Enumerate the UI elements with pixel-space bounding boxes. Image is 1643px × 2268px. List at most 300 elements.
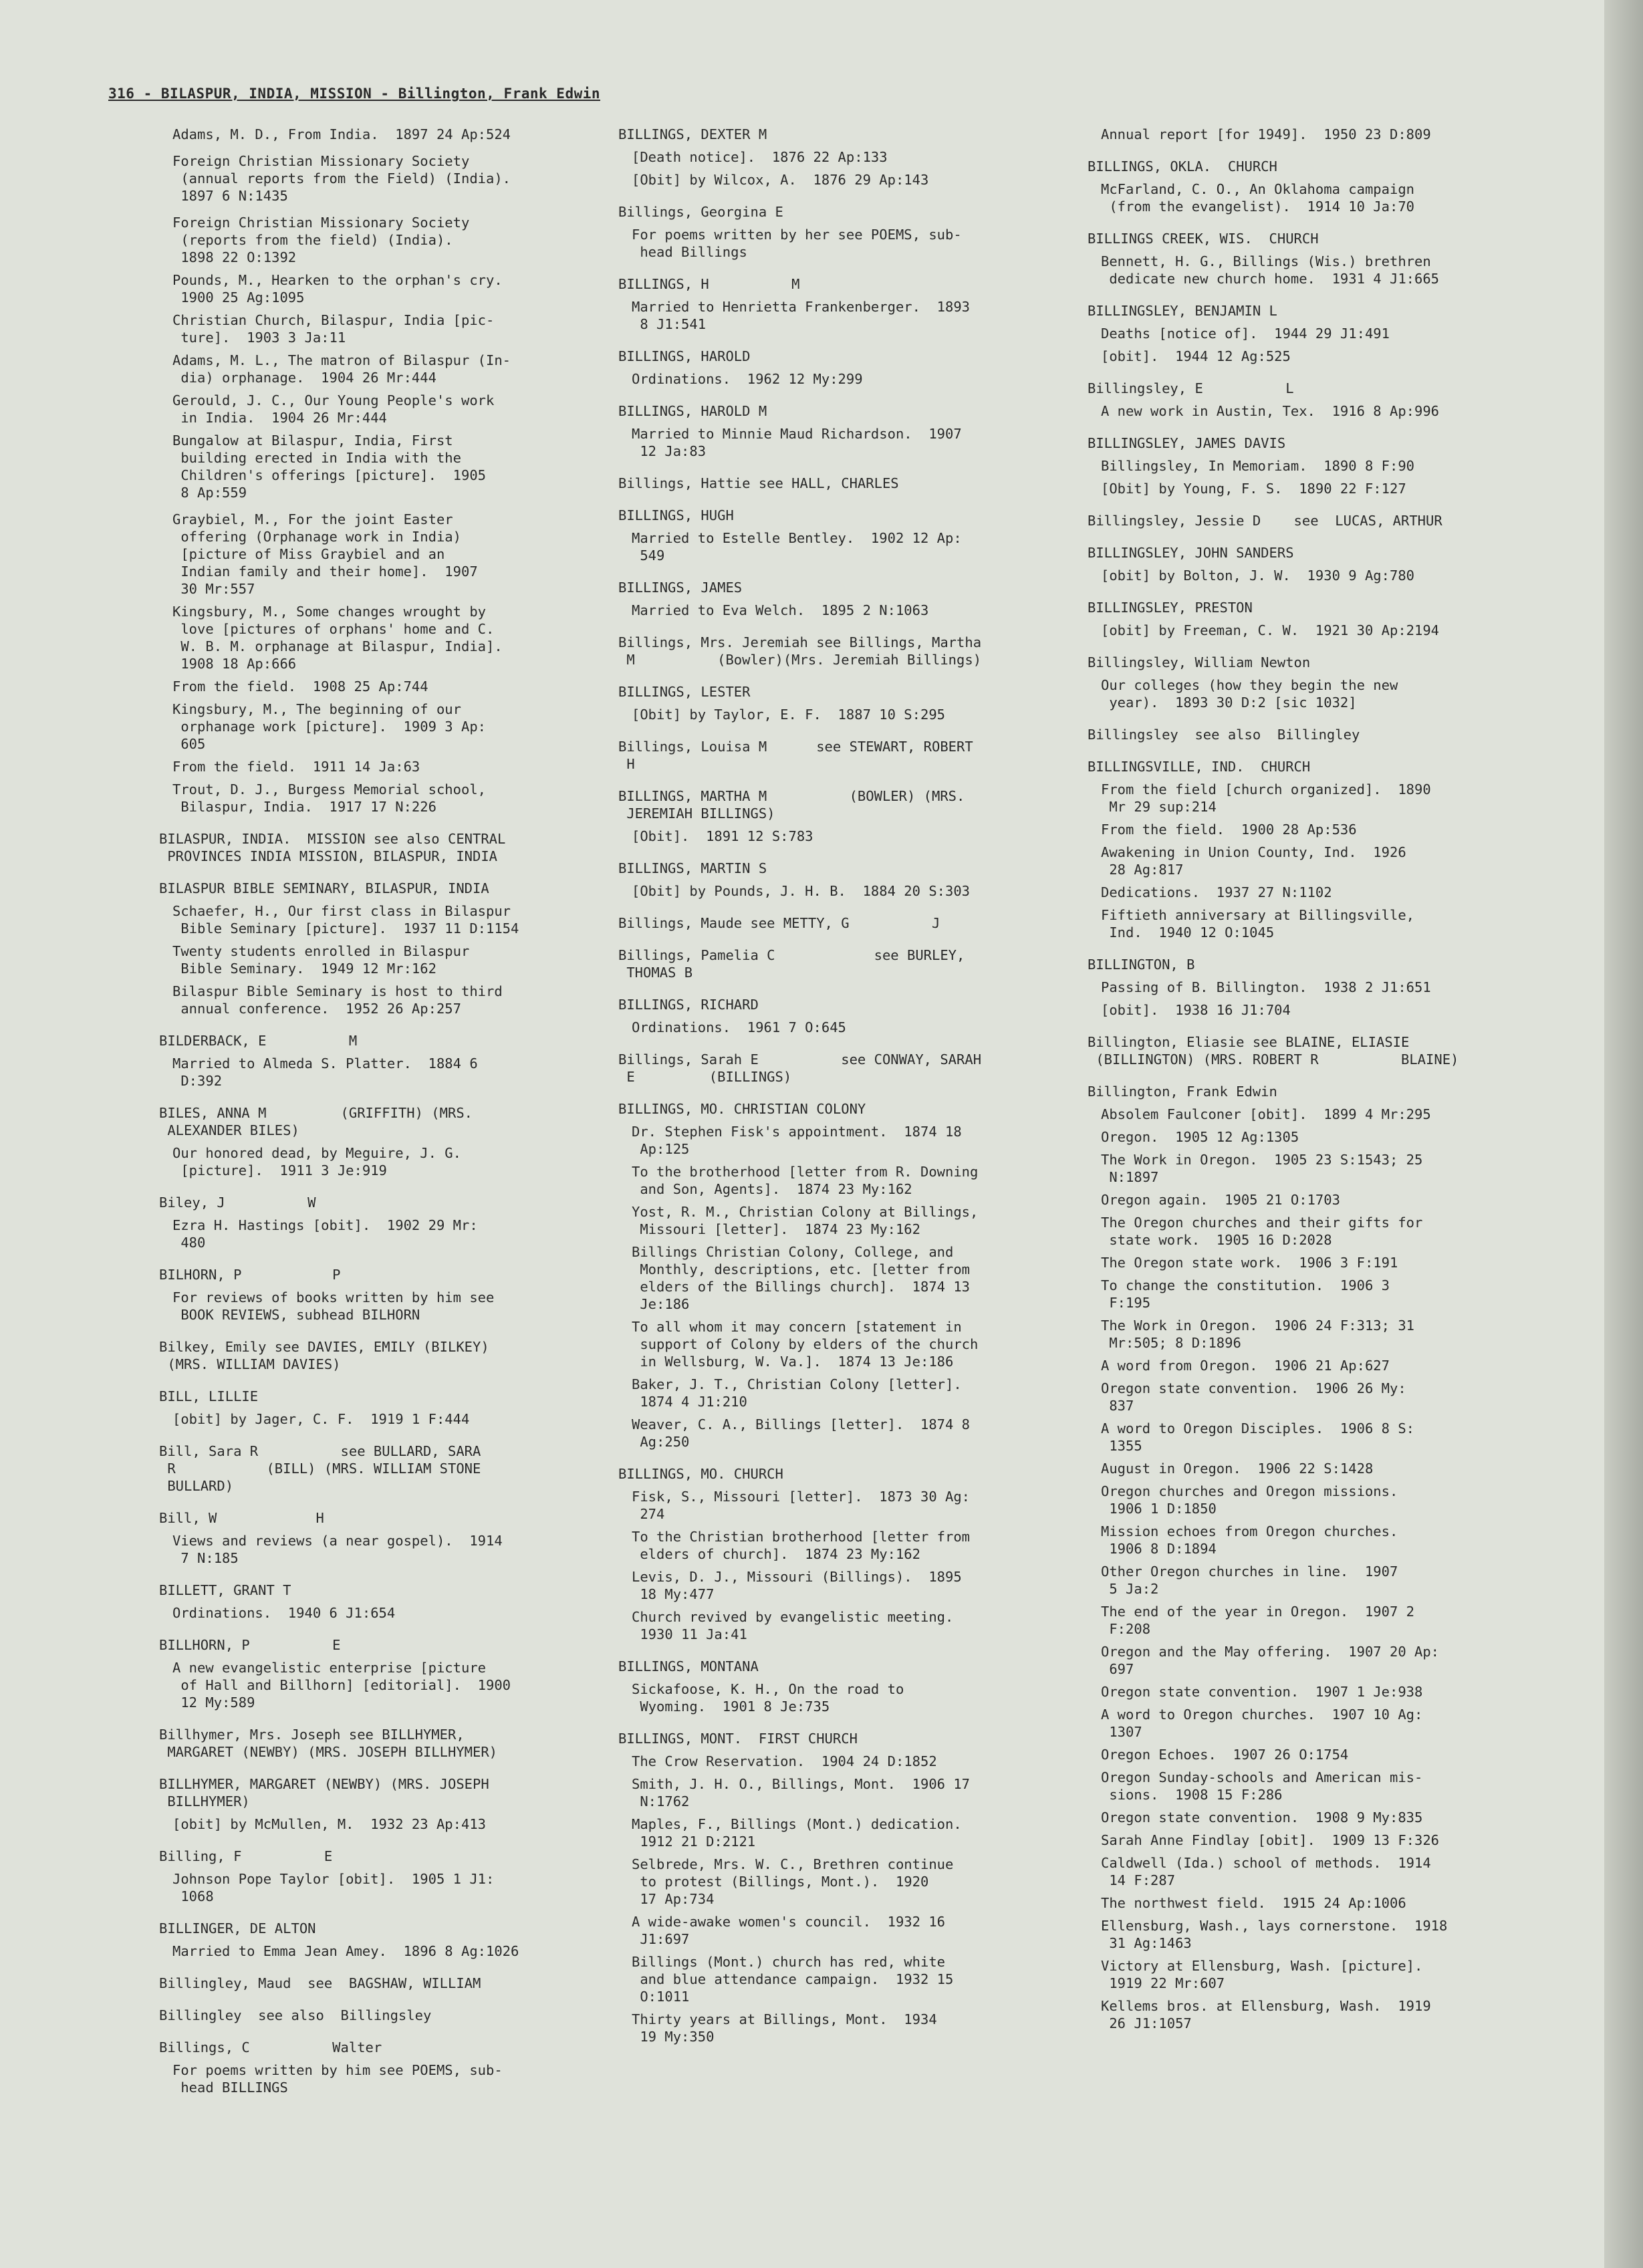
- entry-line: Billington, Frank Edwin: [1088, 1084, 1277, 1100]
- entry-line: From the field [church organized]. 1890: [1101, 781, 1431, 797]
- entry-line: annual conference. 1952 26 Ap:257: [172, 1001, 461, 1017]
- index-heading: [618, 914, 1053, 932]
- entry-line: and blue attendance campaign. 1932 15: [632, 1971, 954, 1987]
- index-heading: [1088, 512, 1555, 529]
- entry-line: 1906 1 D:1850: [1101, 1501, 1217, 1517]
- index-citation: [1088, 1809, 1555, 1826]
- entry-line: August in Oregon. 1906 22 S:1428: [1101, 1461, 1374, 1477]
- entry-line: (reports from the field) (India).: [172, 232, 453, 248]
- index-citation: [1088, 1746, 1555, 1763]
- index-heading: [618, 203, 1053, 221]
- entry-line: [Obit]. 1891 12 S:783: [632, 828, 813, 844]
- entry-line: 1919 22 Mr:607: [1101, 1975, 1225, 1991]
- entry-line: The northwest field. 1915 24 Ap:1006: [1101, 1895, 1406, 1911]
- entry-line: D:392: [172, 1073, 223, 1089]
- index-citation: [159, 701, 587, 753]
- index-citation: [618, 706, 1053, 723]
- entry-line: Je:186: [632, 1296, 690, 1312]
- index-heading: [618, 126, 1053, 143]
- index-citation: [159, 392, 587, 426]
- entry-line: BILES, ANNA M (GRIFFITH) (MRS.: [159, 1105, 473, 1121]
- index-citation: [159, 983, 587, 1017]
- entry-line: BILLINGSLEY, PRESTON: [1088, 600, 1253, 616]
- entry-line: THOMAS B: [618, 965, 693, 981]
- index-heading: [1088, 654, 1555, 671]
- index-heading: [1088, 230, 1555, 247]
- entry-line: (from the evangelist). 1914 10 Ja:70: [1101, 199, 1414, 215]
- index-citation: [159, 126, 587, 143]
- index-heading: [618, 275, 1053, 293]
- entry-line: Married to Estelle Bentley. 1902 12 Ap:: [632, 530, 962, 546]
- entry-line: of Hall and Billhorn] [editorial]. 1900: [172, 1677, 511, 1693]
- index-citation: [618, 1913, 1053, 1948]
- index-citation: [1088, 1380, 1555, 1414]
- entry-line: A wide-awake women's council. 1932 16: [632, 1914, 945, 1930]
- entry-line: For poems written by him see POEMS, sub-: [172, 2062, 503, 2078]
- index-citation: [1088, 1769, 1555, 1803]
- index-heading: [1088, 434, 1555, 452]
- index-heading: [159, 830, 587, 865]
- index-heading: [618, 996, 1053, 1013]
- index-citation: [618, 1608, 1053, 1643]
- entry-line: Our colleges (how they begin the new: [1101, 677, 1398, 693]
- page-edge: [1604, 0, 1643, 2268]
- entry-line: To change the constitution. 1906 3: [1101, 1277, 1390, 1293]
- entry-line: Levis, D. J., Missouri (Billings). 1895: [632, 1569, 962, 1585]
- index-citation: [1088, 1151, 1555, 1186]
- entry-line: ALEXANDER BILES): [159, 1122, 299, 1138]
- entry-line: Married to Emma Jean Amey. 1896 8 Ag:1026: [172, 1943, 519, 1959]
- entry-line: E (BILLINGS): [618, 1069, 792, 1085]
- index-citation: [159, 271, 587, 306]
- index-heading: [159, 1442, 587, 1495]
- entry-line: 8 J1:541: [632, 316, 707, 332]
- index-citation: [1088, 676, 1555, 711]
- entry-line: Billingsley see also Billingley: [1088, 727, 1360, 743]
- entry-line: 18 My:477: [632, 1586, 715, 1602]
- index-citation: [1088, 1832, 1555, 1849]
- entry-line: Kingsbury, M., Some changes wrought by: [172, 604, 486, 620]
- entry-line: BILLHYMER): [159, 1793, 250, 1809]
- index-citation: [159, 511, 587, 598]
- entry-line: Billingsley, Jessie D see LUCAS, ARTHUR: [1088, 513, 1442, 529]
- index-citation: [618, 1123, 1053, 1158]
- entry-line: 1898 22 O:1392: [172, 249, 297, 265]
- index-citation: [159, 2061, 587, 2096]
- entry-line: Bilaspur Bible Seminary is host to third: [172, 983, 503, 999]
- entry-line: BILL, LILLIE: [159, 1388, 259, 1404]
- entry-line: 5 Ja:2: [1101, 1581, 1159, 1597]
- entry-line: Thirty years at Billings, Mont. 1934: [632, 2011, 937, 2027]
- index-heading: [1088, 380, 1555, 397]
- entry-line: 1906 8 D:1894: [1101, 1541, 1217, 1557]
- entry-line: N:1762: [632, 1793, 690, 1809]
- entry-line: From the field. 1911 14 Ja:63: [172, 759, 420, 775]
- entry-line: 12 My:589: [172, 1694, 255, 1711]
- entry-line: Mr:505; 8 D:1896: [1101, 1335, 1241, 1351]
- entry-line: [Obit] by Young, F. S. 1890 22 F:127: [1101, 481, 1406, 497]
- entry-line: Ezra H. Hastings [obit]. 1902 29 Mr:: [172, 1217, 478, 1233]
- entry-line: Married to Henrietta Frankenberger. 1893: [632, 299, 971, 315]
- entry-line: Billings, C Walter: [159, 2039, 382, 2055]
- entry-line: 17 Ap:734: [632, 1891, 715, 1907]
- entry-line: building erected in India with the: [172, 450, 461, 466]
- index-citation: [1088, 1460, 1555, 1477]
- index-citation: [618, 1815, 1053, 1850]
- index-heading: [618, 402, 1053, 420]
- entry-line: 605: [172, 736, 206, 752]
- entry-line: Baker, J. T., Christian Colony [letter].: [632, 1376, 962, 1392]
- entry-line: 7 N:185: [172, 1550, 239, 1566]
- entry-line: orphanage work [picture]. 1909 3 Ap:: [172, 719, 486, 735]
- entry-line: Bible Seminary [picture]. 1937 11 D:1154: [172, 920, 519, 936]
- index-citation: [1088, 1254, 1555, 1271]
- entry-line: A word to Oregon churches. 1907 10 Ag:: [1101, 1707, 1423, 1723]
- entry-line: love [pictures of orphans' home and C.: [172, 621, 495, 637]
- entry-line: JEREMIAH BILLINGS): [618, 805, 775, 822]
- column-3: [1088, 126, 1555, 2037]
- entry-line: Johnson Pope Taylor [obit]. 1905 1 J1:: [172, 1871, 495, 1887]
- index-citation: [1088, 1128, 1555, 1146]
- index-citation: [618, 1953, 1053, 2005]
- entry-line: Billhymer, Mrs. Joseph see BILLHYMER,: [159, 1727, 465, 1743]
- entry-line: BILLINGS, LESTER: [618, 684, 751, 700]
- index-heading: [618, 1658, 1053, 1675]
- entry-line: 1874 4 J1:210: [632, 1394, 747, 1410]
- entry-line: A new evangelistic enterprise [picture: [172, 1660, 486, 1676]
- index-citation: [618, 171, 1053, 188]
- entry-line: Missouri [letter]. 1874 23 My:162: [632, 1221, 920, 1237]
- index-heading: [159, 1032, 587, 1049]
- index-citation: [618, 828, 1053, 845]
- entry-line: Oregon state convention. 1906 26 My:: [1101, 1380, 1406, 1396]
- entry-line: Smith, J. H. O., Billings, Mont. 1906 17: [632, 1776, 971, 1792]
- entry-line: Twenty students enrolled in Bilaspur: [172, 943, 470, 959]
- entry-line: Billingsley, E L: [1088, 380, 1294, 396]
- entry-line: 26 J1:1057: [1101, 2015, 1192, 2031]
- index-heading: [618, 1100, 1053, 1118]
- entry-line: To the brotherhood [letter from R. Downing: [632, 1164, 979, 1180]
- entry-line: 1930 11 Ja:41: [632, 1626, 747, 1642]
- entry-line: Wyoming. 1901 8 Je:735: [632, 1698, 830, 1715]
- index-citation: [1088, 457, 1555, 475]
- entry-line: M (Bowler)(Mrs. Jeremiah Billings): [618, 652, 982, 668]
- index-heading: [618, 507, 1053, 524]
- entry-line: BILLINGSVILLE, IND. CHURCH: [1088, 759, 1311, 775]
- entry-line: to protest (Billings, Mont.). 1920: [632, 1874, 929, 1890]
- entry-line: PROVINCES INDIA MISSION, BILASPUR, INDIA: [159, 848, 498, 864]
- index-citation: [618, 1753, 1053, 1770]
- index-heading: [618, 787, 1053, 822]
- entry-line: Trout, D. J., Burgess Memorial school,: [172, 781, 486, 797]
- index-citation: [618, 1568, 1053, 1603]
- entry-line: Ellensburg, Wash., lays cornerstone. 1918: [1101, 1918, 1448, 1934]
- entry-line: The Oregon churches and their gifts for: [1101, 1215, 1423, 1231]
- index-citation: [1088, 844, 1555, 878]
- index-heading: [618, 475, 1053, 492]
- entry-line: 31 Ag:1463: [1101, 1935, 1192, 1951]
- entry-line: 1355: [1101, 1438, 1142, 1454]
- index-heading: [618, 683, 1053, 701]
- entry-line: year). 1893 30 D:2 [sic 1032]: [1101, 695, 1357, 711]
- entry-line: BILLINGTON, B: [1088, 957, 1195, 973]
- entry-line: Caldwell (Ida.) school of methods. 1914: [1101, 1855, 1431, 1871]
- entry-line: Ordinations. 1940 6 J1:654: [172, 1605, 396, 1621]
- entry-line: Indian family and their home]. 1907: [172, 563, 478, 580]
- index-citation: [159, 902, 587, 937]
- entry-line: Billings (Mont.) church has red, white: [632, 1954, 945, 1970]
- entry-line: Oregon and the May offering. 1907 20 Ap:: [1101, 1644, 1440, 1660]
- index-heading: [159, 1104, 587, 1139]
- entry-line: For poems written by her see POEMS, sub-: [632, 227, 962, 243]
- entry-line: O:1011: [632, 1989, 690, 2005]
- index-citation: [1088, 821, 1555, 838]
- index-citation: [618, 298, 1053, 333]
- index-heading: [159, 1775, 587, 1810]
- column-1: [159, 126, 587, 2102]
- entry-line: BILHORN, P P: [159, 1267, 341, 1283]
- entry-line: [obit] by McMullen, M. 1932 23 Ap:413: [172, 1816, 486, 1832]
- entry-line: and Son, Agents]. 1874 23 My:162: [632, 1181, 912, 1197]
- entry-line: Bill, W H: [159, 1510, 324, 1526]
- entry-line: Our honored dead, by Meguire, J. G.: [172, 1145, 461, 1161]
- index-citation: [618, 425, 1053, 460]
- entry-line: [obit] by Bolton, J. W. 1930 9 Ag:780: [1101, 568, 1414, 584]
- entry-line: head Billings: [632, 244, 747, 260]
- index-heading: [159, 1975, 587, 1992]
- index-citation: [1088, 1683, 1555, 1700]
- index-heading: [618, 634, 1053, 668]
- index-citation: [618, 529, 1053, 564]
- entry-line: BILASPUR, INDIA. MISSION see also CENTRAL: [159, 831, 506, 847]
- index-citation: [618, 1680, 1053, 1715]
- entry-line: Adams, M. D., From India. 1897 24 Ap:524: [172, 126, 511, 142]
- index-heading: [618, 1730, 1053, 1747]
- index-citation: [618, 1163, 1053, 1198]
- entry-line: Billings, Sarah E see CONWAY, SARAH: [618, 1051, 982, 1067]
- index-heading: [1088, 544, 1555, 561]
- index-heading: [1088, 158, 1555, 175]
- index-citation: [1088, 1214, 1555, 1249]
- entry-line: [Death notice]. 1876 22 Ap:133: [632, 149, 888, 165]
- index-heading: [159, 1509, 587, 1527]
- index-citation: [1088, 884, 1555, 901]
- entry-line: Ordinations. 1961 7 O:645: [632, 1019, 846, 1035]
- index-citation: [1088, 126, 1555, 143]
- index-citation: [1088, 1997, 1555, 2032]
- entry-line: Oregon churches and Oregon missions.: [1101, 1483, 1398, 1499]
- entry-line: BILLINGSLEY, BENJAMIN L: [1088, 303, 1277, 319]
- entry-line: Kingsbury, M., The beginning of our: [172, 701, 461, 717]
- index-citation: [159, 352, 587, 386]
- entry-line: Billings, Pamelia C see BURLEY,: [618, 947, 965, 963]
- entry-line: BILLINGS, MO. CHURCH: [618, 1466, 783, 1482]
- entry-line: 19 My:350: [632, 2029, 715, 2045]
- index-citation: [618, 226, 1053, 261]
- entry-line: head BILLINGS: [172, 2080, 288, 2096]
- entry-line: (MRS. WILLIAM DAVIES): [159, 1356, 341, 1372]
- entry-line: The Work in Oregon. 1906 24 F:313; 31: [1101, 1317, 1414, 1334]
- index-citation: [159, 432, 587, 501]
- entry-line: F:195: [1101, 1295, 1151, 1311]
- index-heading: [1088, 599, 1555, 616]
- entry-line: The Crow Reservation. 1904 24 D:1852: [632, 1753, 937, 1769]
- entry-line: in India. 1904 26 Mr:444: [172, 410, 387, 426]
- entry-line: For reviews of books written by him see: [172, 1289, 495, 1305]
- entry-line: Billingsley, William Newton: [1088, 654, 1311, 670]
- entry-line: [obit]. 1944 12 Ag:525: [1101, 348, 1291, 364]
- entry-line: BILLINGS, MARTHA M (BOWLER) (MRS.: [618, 788, 965, 804]
- index-citation: [1088, 567, 1555, 584]
- index-citation: [618, 2011, 1053, 2045]
- index-citation: [1088, 1106, 1555, 1123]
- entry-line: BILLINGS, MARTIN S: [618, 860, 767, 876]
- index-citation: [618, 370, 1053, 388]
- entry-line: BILLINGS, JAMES: [618, 580, 743, 596]
- entry-line: BILLINGER, DE ALTON: [159, 1920, 316, 1936]
- entry-line: Ag:250: [632, 1434, 690, 1450]
- entry-line: BILLINGS, MONTANA: [618, 1658, 759, 1674]
- entry-line: Pounds, M., Hearken to the orphan's cry.: [172, 272, 503, 288]
- entry-line: Yost, R. M., Christian Colony at Billings,: [632, 1204, 979, 1220]
- entry-line: The end of the year in Oregon. 1907 2: [1101, 1604, 1414, 1620]
- index-heading: [618, 947, 1053, 981]
- entry-line: Billings Christian Colony, College, and: [632, 1244, 954, 1260]
- entry-line: Ind. 1940 12 O:1045: [1101, 924, 1275, 940]
- entry-line: Bilkey, Emily see DAVIES, EMILY (BILKEY): [159, 1339, 489, 1355]
- index-heading: [1088, 1083, 1555, 1100]
- entry-line: [obit]. 1938 16 J1:704: [1101, 1002, 1291, 1018]
- index-citation: [159, 1410, 587, 1428]
- index-citation: [618, 882, 1053, 900]
- index-citation: [618, 602, 1053, 619]
- index-citation: [159, 1532, 587, 1567]
- entry-line: Billings, Mrs. Jeremiah see Billings, Martha: [618, 634, 982, 650]
- index-citation: [159, 1055, 587, 1090]
- index-citation: [1088, 1854, 1555, 1889]
- index-heading: [159, 1636, 587, 1654]
- entry-line: [picture of Miss Graybiel and an: [172, 546, 445, 562]
- entry-line: 274: [632, 1506, 665, 1522]
- index-citation: [618, 1019, 1053, 1036]
- index-citation: [159, 1217, 587, 1251]
- index-heading: [159, 1920, 587, 1937]
- index-citation: [1088, 622, 1555, 639]
- index-citation: [159, 311, 587, 346]
- entry-line: Maples, F., Billings (Mont.) dedication.: [632, 1816, 962, 1832]
- entry-line: Married to Eva Welch. 1895 2 N:1063: [632, 602, 929, 618]
- entry-line: Oregon Sunday-schools and American mis-: [1101, 1769, 1423, 1785]
- entry-line: Victory at Ellensburg, Wash. [picture].: [1101, 1958, 1423, 1974]
- index-citation: [159, 1815, 587, 1833]
- index-heading: [159, 880, 587, 897]
- index-citation: [1088, 906, 1555, 941]
- entry-line: dia) orphanage. 1904 26 Mr:444: [172, 370, 436, 386]
- index-citation: [1088, 979, 1555, 996]
- index-heading: [618, 1051, 1053, 1086]
- entry-line: BILLINGS, HAROLD: [618, 348, 751, 364]
- entry-line: Awakening in Union County, Ind. 1926: [1101, 844, 1406, 860]
- index-heading: [618, 738, 1053, 773]
- entry-line: W. B. M. orphanage at Bilaspur, India].: [172, 638, 503, 654]
- entry-line: Dedications. 1937 27 N:1102: [1101, 884, 1332, 900]
- index-citation: [159, 152, 587, 205]
- entry-line: BILLHYMER, MARGARET (NEWBY) (MRS. JOSEPH: [159, 1776, 489, 1792]
- index-heading: [1088, 726, 1555, 743]
- entry-line: J1:697: [632, 1931, 690, 1947]
- entry-line: Billing, F E: [159, 1848, 333, 1864]
- index-heading: [618, 579, 1053, 596]
- entry-line: The Work in Oregon. 1905 23 S:1543; 25: [1101, 1152, 1423, 1168]
- index-citation: [1088, 1917, 1555, 1952]
- index-citation: [1088, 1603, 1555, 1638]
- index-heading: [618, 1465, 1053, 1483]
- entry-line: R (BILL) (MRS. WILLIAM STONE: [159, 1461, 481, 1477]
- entry-line: BILLETT, GRANT T: [159, 1582, 291, 1598]
- entry-line: 8 Ap:559: [172, 485, 247, 501]
- index-citation: [618, 1243, 1053, 1313]
- index-citation: [159, 1144, 587, 1179]
- entry-line: Billings, Georgina E: [618, 204, 783, 220]
- entry-line: Oregon. 1905 12 Ag:1305: [1101, 1129, 1299, 1145]
- entry-line: BILLINGS, DEXTER M: [618, 126, 767, 142]
- entry-line: 1307: [1101, 1724, 1142, 1740]
- index-heading: [1088, 956, 1555, 973]
- entry-line: elders of church]. 1874 23 My:162: [632, 1546, 920, 1562]
- entry-line: Other Oregon churches in line. 1907: [1101, 1563, 1398, 1580]
- index-citation: [159, 1604, 587, 1622]
- entry-line: Absolem Faulconer [obit]. 1899 4 Mr:295: [1101, 1106, 1431, 1122]
- entry-line: A word to Oregon Disciples. 1906 8 S:: [1101, 1420, 1414, 1436]
- index-heading: [1088, 758, 1555, 775]
- entry-line: Bilaspur, India. 1917 17 N:226: [172, 799, 436, 815]
- entry-line: (annual reports from the Field) (India).: [172, 170, 511, 186]
- entry-line: [Obit] by Wilcox, A. 1876 29 Ap:143: [632, 172, 929, 188]
- entry-line: [Obit] by Pounds, J. H. B. 1884 20 S:303: [632, 883, 971, 899]
- entry-line: Sickafoose, K. H., On the road to: [632, 1681, 904, 1697]
- index-citation: [159, 942, 587, 977]
- entry-line: Monthly, descriptions, etc. [letter from: [632, 1261, 971, 1277]
- index-citation: [1088, 1277, 1555, 1311]
- entry-line: Passing of B. Billington. 1938 2 J1:651: [1101, 979, 1431, 995]
- entry-line: F:208: [1101, 1621, 1151, 1637]
- index-citation: [159, 781, 587, 815]
- index-citation: [618, 1203, 1053, 1238]
- index-heading: [1088, 302, 1555, 320]
- index-citation: [1088, 253, 1555, 287]
- page-header: 316 - BILASPUR, INDIA, MISSION - Billington, Frank Edwin: [108, 86, 601, 102]
- entry-line: Billings, Maude see METTY, G J: [618, 915, 940, 931]
- column-2: [618, 126, 1053, 2051]
- entry-line: Foreign Christian Missionary Society: [172, 153, 470, 169]
- entry-line: ture]. 1903 3 Ja:11: [172, 330, 346, 346]
- entry-line: Biley, J W: [159, 1194, 316, 1211]
- index-citation: [618, 1318, 1053, 1370]
- index-citation: [1088, 1191, 1555, 1209]
- entry-line: 1900 25 Ag:1095: [172, 289, 305, 305]
- entry-line: N:1897: [1101, 1169, 1159, 1185]
- index-heading: [159, 1388, 587, 1405]
- entry-line: 480: [172, 1235, 206, 1251]
- entry-line: 1912 21 D:2121: [632, 1834, 756, 1850]
- index-citation: [618, 1416, 1053, 1451]
- entry-line: MARGARET (NEWBY) (MRS. JOSEPH BILLHYMER): [159, 1744, 498, 1760]
- entry-line: BULLARD): [159, 1478, 234, 1494]
- index-citation: [1088, 1317, 1555, 1352]
- index-heading: [618, 348, 1053, 365]
- entry-line: [picture]. 1911 3 Je:919: [172, 1162, 387, 1178]
- entry-line: Gerould, J. C., Our Young People's work: [172, 392, 495, 408]
